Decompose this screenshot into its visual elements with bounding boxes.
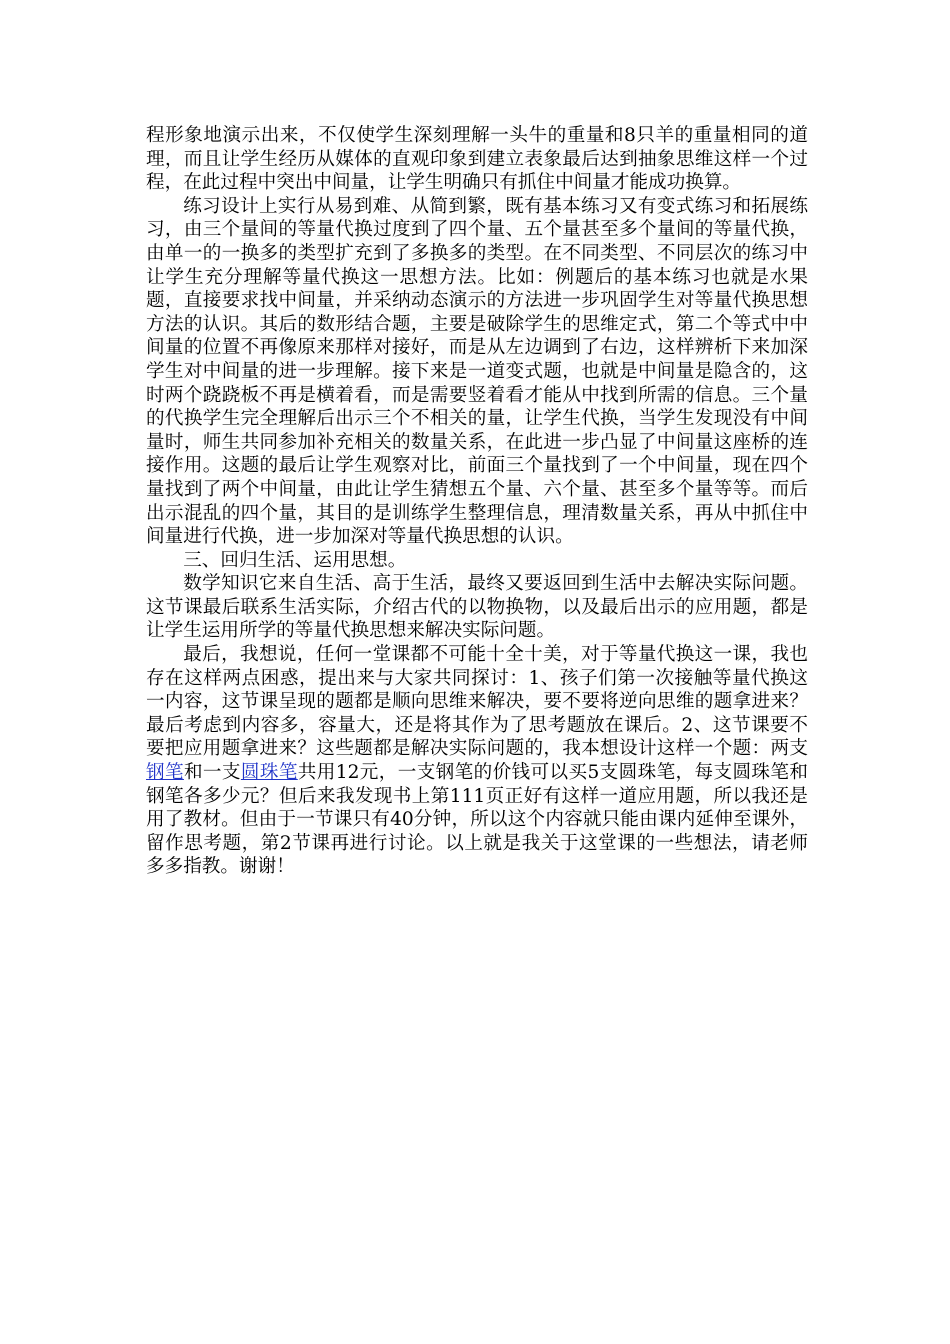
paragraph-text: 程形象地演示出来，不仅使学生深刻理解一头牛的重量和8只羊的重量相同的道理，而且让学生经历从媒体的直观印象到建立表象最后达到抽象思维这样一个过程，在此过程中突出中间量，让学生明确只有抓住中间量才能成功换算。 <box>146 125 808 194</box>
paragraph <box>146 572 808 643</box>
paragraph <box>146 549 808 573</box>
paragraph-text: 共用12元，一支钢笔的价钱可以买5支圆珠笔，每支圆珠笔和钢笔各多少元？但后来我发现书上第111页正好有这样一道应用题，所以我还是用了教材。但由于一节课只有40分钟，所以这个内容就只能由课内延伸至课外，留作思考题，第2节课再进行讨论。以上就是我关于这堂课的一些想法，请老师多多指教。谢谢！ <box>146 762 808 878</box>
paragraph-text: 练习设计上实行从易到难、从简到繁，既有基本练习又有变式练习和拓展练习，由三个量间的等量代换过度到了四个量、五个量甚至多个量间的等量代换，由单一的一换多的类型扩充到了多换多的类型。在不同类型、不同层次的练习中让学生充分理解等量代换这一思想方法。比如：例题后的基本练习也就是水果题，直接要求找中间量，并采纳动态演示的方法进一步巩固学生对等量代换思想方法的认识。其后的数形结合题，主要是破除学生的思维定式，第二个等式中中间量的位置不再像原来那样对接好，而是从左边调到了右边，这样辨析下来加深学生对中间量的进一步理解。接下来是一道变式题，也就是中间量是隐含的，这时两个跷跷板不再是横着看，而是需要竖着看才能从中找到所需的信息。三个量的代换学生完全理解后出示三个不相关的量，让学生代换，当学生发现没有中间量时，师生共同参加补充相关的数量关系，在此进一步凸显了中间量这座桥的连接作用。这题的最后让学生观察对比，前面三个量找到了一个中间量，现在四个量找到了两个中间量，由此让学生猜想五个量、六个量、甚至多个量等等。而后出示混乱的四个量，其目的是训练学生整理信息，理清数量关系，再从中抓住中间量进行代换，进一步加深对等量代换思想的认识。 <box>146 195 808 548</box>
paragraph-text: 最后，我想说，任何一堂课都不可能十全十美，对于等量代换这一课，我也存在这样两点困惑，提出来与大家共同探讨：1、孩子们第一次接触等量代换这一内容，这节课呈现的题都是顺向思维来解决，要不要将逆向思维的题拿进来？最后考虑到内容多，容量大，还是将其作为了思考题放在课后。2、这节课要不要把应用题拿进来？这些题都是解决实际问题的，我本想设计这样一个题：两支 <box>146 644 808 760</box>
paragraph-text: 数学知识它来自生活、高于生活，最终又要返回到生活中去解决实际问题。这节课最后联系生活实际，介绍古代的以物换物，以及最后出示的应用题，都是让学生运用所学的等量代换思想来解决实际问题。 <box>146 573 808 642</box>
paragraph <box>146 124 808 195</box>
document-body <box>146 124 808 879</box>
paragraph-text: 和一支 <box>183 762 241 784</box>
paragraph <box>146 195 808 549</box>
paragraph <box>146 643 808 879</box>
paragraph-text: 三、回归生活、运用思想。 <box>183 549 407 571</box>
hyperlink[interactable]: 钢笔 <box>146 762 184 784</box>
hyperlink[interactable]: 圆珠笔 <box>240 762 298 784</box>
